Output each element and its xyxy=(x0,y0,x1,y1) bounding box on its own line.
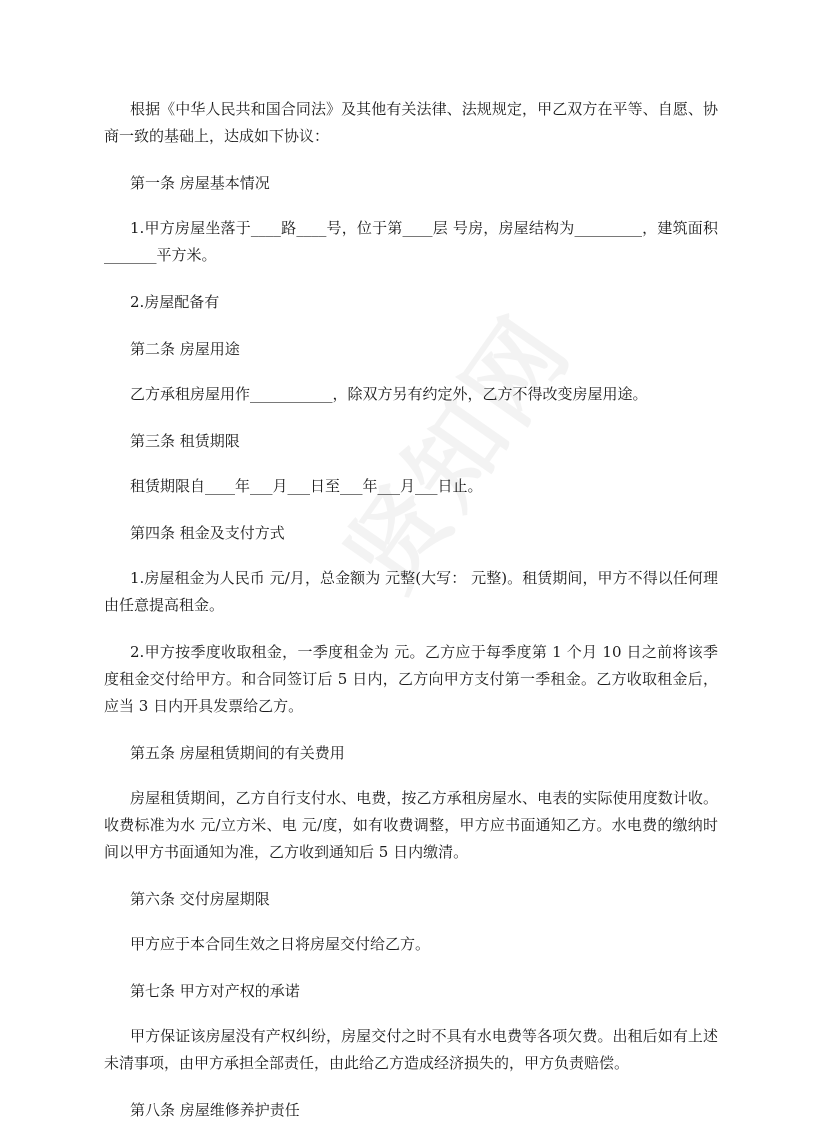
article-1-heading: 第一条 房屋基本情况 xyxy=(130,174,270,192)
article-3-body: 租赁期限自____年___月___日至___年___月___日止。 xyxy=(130,477,483,495)
article-4-clause-2: 2.甲方按季度收取租金，一季度租金为 元。乙方应于每季度第 1 个月 10 日之前将该季度租金交付给甲方。和合同签订后 5 日内，乙方向甲方支付第一季租金。乙方收取租金后，应当 3 日内开具发票给乙方。 xyxy=(104,643,718,715)
article-7-body: 甲方保证该房屋没有产权纠纷，房屋交付之时不具有水电费等各项欠费。出租后如有上述未清事项，由甲方承担全部责任，由此给乙方造成经济损失的，甲方负责赔偿。 xyxy=(104,1027,718,1072)
article-3-heading: 第三条 租赁期限 xyxy=(130,432,240,450)
article-2-body: 乙方承租房屋用作___________，除双方另有约定外，乙方不得改变房屋用途。 xyxy=(130,385,648,403)
article-6-heading: 第六条 交付房屋期限 xyxy=(130,890,270,908)
article-4-heading: 第四条 租金及支付方式 xyxy=(130,524,285,542)
article-8-heading: 第八条 房屋维修养护责任 xyxy=(130,1101,300,1119)
article-1-clause-1: 1.甲方房屋坐落于____路____号，位于第____层 号房，房屋结构为_________，建筑面积_______平方米。 xyxy=(104,219,718,264)
article-2-heading: 第二条 房屋用途 xyxy=(130,340,240,358)
article-4-clause-1: 1.房屋租金为人民币 元/月，总金额为 元整(大写： 元整)。租赁期间，甲方不得以任何理由任意提高租金。 xyxy=(104,569,718,614)
article-1-clause-2: 2.房屋配备有 xyxy=(130,293,220,311)
contract-body xyxy=(104,96,718,1142)
article-6-body: 甲方应于本合同生效之日将房屋交付给乙方。 xyxy=(130,935,431,953)
preamble-paragraph: 根据《中华人民共和国合同法》及其他有关法律、法规规定，甲乙双方在平等、自愿、协商一致的基础上，达成如下协议： xyxy=(104,100,718,145)
article-5-body: 房屋租赁期间，乙方自行支付水、电费，按乙方承租房屋水、电表的实际使用度数计收。收费标准为水 元/立方米、电 元/度，如有收费调整，甲方应书面通知乙方。水电费的缴纳时间以甲方书面通知为准，乙方收到通知后 5 日内缴清。 xyxy=(104,789,718,861)
article-5-heading: 第五条 房屋租赁期间的有关费用 xyxy=(130,744,345,762)
article-7-heading: 第七条 甲方对产权的承诺 xyxy=(130,982,300,1000)
